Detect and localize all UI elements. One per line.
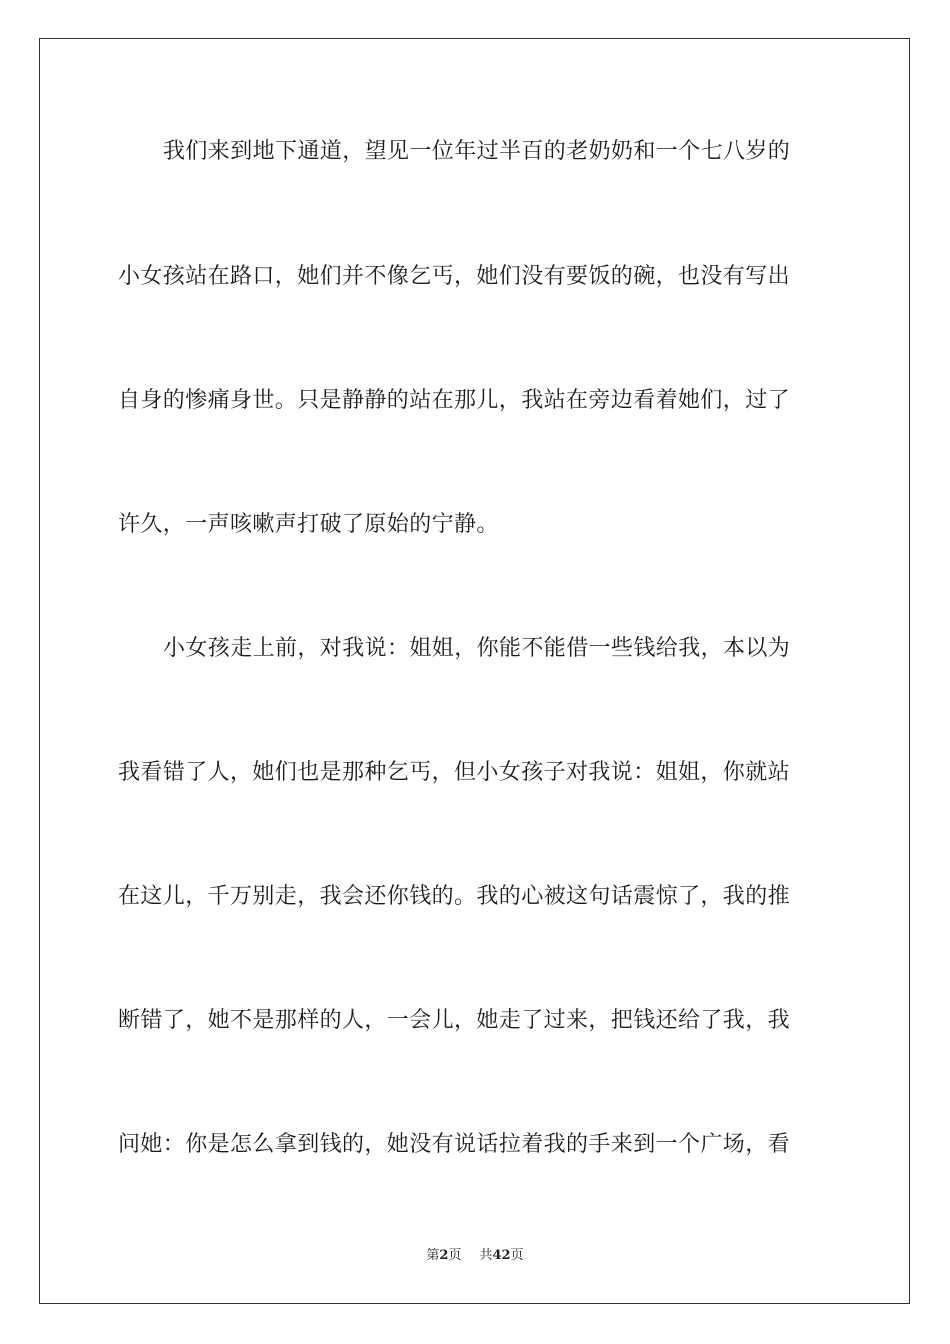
footer-page-prefix: 第 <box>426 1248 440 1263</box>
footer-page-number: 2 <box>439 1248 449 1263</box>
paragraph-2-line-3: 在这儿，千万别走，我会还你钱的。我的心被这句话震惊了，我的推 <box>118 884 791 909</box>
paragraph-2-line-2: 我看错了人，她们也是那种乞丐，但小女孩子对我说：姐姐，你就站 <box>118 760 791 785</box>
footer-total-suffix: 页 <box>510 1248 524 1263</box>
paragraph-1-line-2: 小女孩站在路口，她们并不像乞丐，她们没有要饭的碗，也没有写出 <box>118 264 791 289</box>
footer-total-pages: 42 <box>492 1248 511 1263</box>
paragraph-1-line-4: 许久，一声咳嗽声打破了原始的宁静。 <box>118 512 499 537</box>
paragraph-1-line-1: 我们来到地下通道，望见一位年过半百的老奶奶和一个七八岁的 <box>163 139 791 164</box>
paragraph-2-line-1: 小女孩走上前，对我说：姐姐，你能不能借一些钱给我，本以为 <box>163 636 791 661</box>
paragraph-1-line-3: 自身的惨痛身世。只是静静的站在那儿，我站在旁边看着她们，过了 <box>118 388 791 413</box>
page-border <box>39 38 910 1304</box>
page-footer <box>0 1247 950 1265</box>
footer-page-suffix: 页 <box>448 1248 462 1263</box>
paragraph-2-line-5: 问她：你是怎么拿到钱的，她没有说话拉着我的手来到一个广场，看 <box>118 1132 791 1157</box>
footer-total-prefix: 共 <box>479 1248 493 1263</box>
paragraph-2-line-4: 断错了，她不是那样的人，一会儿，她走了过来，把钱还给了我，我 <box>118 1008 791 1033</box>
